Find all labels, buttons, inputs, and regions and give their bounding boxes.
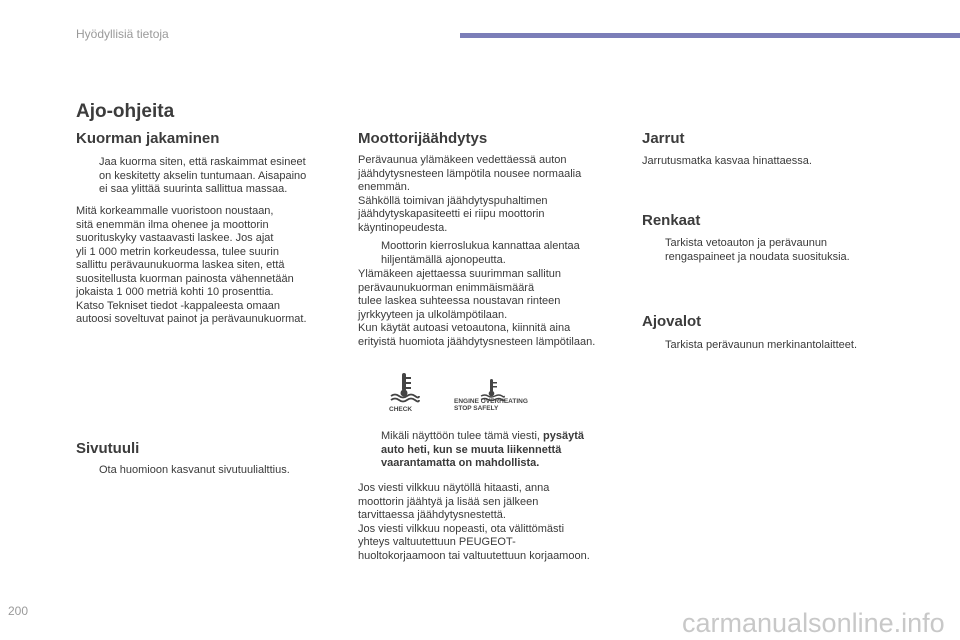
heading-lights: Ajovalot (642, 313, 702, 330)
bullet-text: Tarkista perävaunun merkinantolaitteet. (665, 339, 857, 351)
warning-text-plain: Mikäli näyttöön tulee tämä viesti, (381, 430, 544, 442)
bullet-text: Ota huomioon kasvanut sivutuulialttius. (99, 464, 290, 476)
watermark: carmanualsonline.info (682, 608, 945, 638)
page-number: 200 (8, 604, 29, 618)
bullet-text: Tarkista vetoauton ja perävaunun rengaspaineet ja noudata suosituksia. (665, 237, 850, 263)
bullet-text: Jaa kuorma siten, että raskaimmat esineet on keskitetty akselin tuntumaan. Aisapaino ei saa ylittää suurinta sallittua massaa. (99, 156, 307, 195)
paragraph-cooling-2: Ylämäkeen ajettaessa suurimman sallitun perävaunukuorman enimmäismäärä tulee laskea suhteessa noustavan rinteen jyrkkyyteen ja ulkolämpötilaan. Kun käytät autoasi vetoautona, kiinnitä aina erityistä huomiota jäähdytysnesteen lämpötilaan. (358, 268, 596, 348)
bullet-text (381, 430, 584, 471)
page-title: Ajo-ohjeita (76, 101, 175, 122)
paragraph-blinking-message: Jos viesti vilkkuu näytöllä hitaasti, anna moottorin jäähtyä ja lisää sen jälkeen tarvittaessa jäähdytysnestettä. Jos viesti vilkkuu nopeasti, ota välittömästi yhteys valtuutettuun PEUGEOT- huoltokorjaamoon tai valtuutettuun korjaamoon. (358, 482, 590, 562)
heading-tyres: Renkaat (642, 212, 701, 229)
warning-icons (385, 372, 545, 418)
paragraph-brakes: Jarrutusmatka kasvaa hinattaessa. (642, 155, 812, 167)
header-accent-bar (460, 33, 960, 38)
heading-load-distribution: Kuorman jakaminen (76, 130, 220, 147)
warning-text-bold: pysäytä auto heti, kun se muuta liikennettä vaarantamatta on mahdollista. (381, 430, 585, 469)
paragraph-cooling-1: Perävaunua ylämäkeen vedettäessä auton jäähdytysnesteen lämpötila nousee normaalia enemmän. Sähköllä toimivan jäähdytyspuhaltimen jäähdytyskapasiteetti ei riipu moottorin käyntinopeudesta. (358, 154, 582, 234)
header-section-title: Hyödyllisiä tietoja (76, 27, 169, 41)
bullet-text: Moottorin kierroslukua kannattaa alentaa hiljentämällä ajonopeutta. (381, 240, 580, 266)
check-icon-label: CHECK (389, 406, 413, 413)
overheating-icon-label: ENGINE OVERHEATING STOP SAFELY (454, 398, 528, 412)
heading-brakes: Jarrut (642, 130, 685, 147)
coolant-temperature-check-icon (387, 372, 421, 404)
heading-engine-cooling: Moottorijäähdytys (358, 130, 488, 147)
paragraph-altitude: Mitä korkeammalle vuoristoon noustaan, sitä enemmän ilma ohenee ja moottorin suorituskyky vastaavasti laskee. Jos ajat yli 1 000 metrin korkeudessa, tulee suurin sallittu perävaunukuorma laskea siten, että suositellusta kuorman painosta vähennetään jokaista 1 000 metriä kohti 10 prosenttia. Katso Tekniset tiedot -kappaleesta omaan autoosi soveltuvat painot ja perävaunukuormat. (76, 205, 307, 325)
heading-crosswind: Sivutuuli (76, 440, 140, 457)
